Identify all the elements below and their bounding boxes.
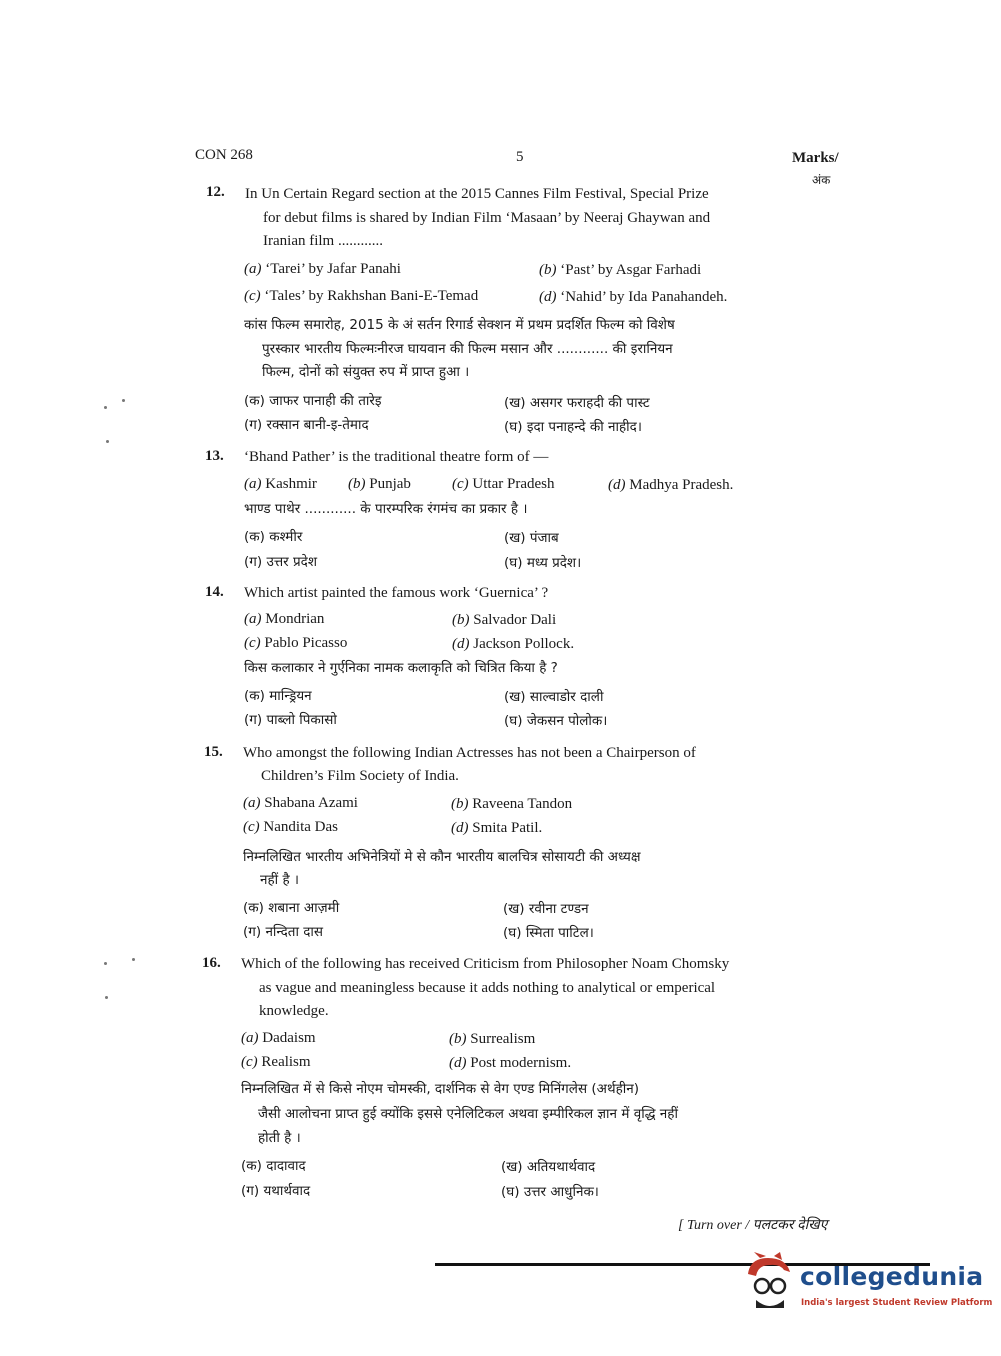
- hindi-option-ka: (क) जाफर पानाही की तारेइ: [244, 393, 382, 409]
- option-a: (a) Kashmir: [244, 476, 317, 492]
- option-b: (b) Punjab: [348, 476, 411, 492]
- option-a: (a) ‘Tarei’ by Jafar Panahi: [244, 261, 401, 277]
- scan-speck: [106, 440, 109, 443]
- hindi-text-line: निम्नलिखित में से किसे नोएम चोमस्की, दार्शनिक से वेग एण्ड मिनिंगलेस (अर्थहीन): [241, 1081, 639, 1097]
- hindi-text-line: भाण्ड पाथेर ............ के पारम्परिक रंगमंच का प्रकार है ।: [244, 501, 528, 517]
- hindi-text-line: निम्नलिखित भारतीय अभिनेत्रियों मे से कौन भारतीय बालचित्र सोसायटी की अध्यक्ष: [243, 849, 641, 865]
- question-text-line: Children’s Film Society of India.: [261, 768, 459, 784]
- hindi-option-gha: (घ) उत्तर आधुनिक।: [501, 1184, 599, 1200]
- turn-over-note: [ Turn over / पलटकर देखिए: [678, 1218, 828, 1233]
- hindi-option-kha: (ख) असगर फराहदी की पास्ट: [504, 395, 650, 411]
- option-c: (c) ‘Tales’ by Rakhshan Bani-E-Temad: [244, 288, 479, 304]
- hindi-text-line: जैसी आलोचना प्राप्त हुई क्योंकि इससे एनेलिटिकल अथवा इम्पीरिकल ज्ञान में वृद्धि नहीं: [258, 1106, 678, 1122]
- hindi-option-kha: (ख) रवीना टण्डन: [503, 901, 589, 917]
- question-text-line: knowledge.: [259, 1003, 329, 1019]
- hindi-option-ka: (क) मान्ड्रियन: [244, 688, 312, 704]
- scan-speck: [104, 406, 107, 409]
- hindi-text-line: पुरस्कार भारतीय फिल्मःनीरज घायवान की फिल्म मसान और ............ की इरानियन: [262, 341, 673, 357]
- option-c: (c) Realism: [241, 1054, 311, 1070]
- page-number: 5: [516, 149, 524, 165]
- hindi-option-ga: (ग) नन्दिता दास: [243, 924, 324, 940]
- option-d: (d) Madhya Pradesh.: [608, 477, 734, 493]
- hindi-option-ka: (क) दादावाद: [241, 1158, 306, 1174]
- brand-tagline: India's largest Student Review Platform: [801, 1298, 993, 1308]
- hindi-option-gha: (घ) जेकसन पोलोक।: [504, 713, 608, 729]
- hindi-option-gha: (घ) मध्य प्रदेश।: [504, 555, 582, 571]
- scan-speck: [104, 962, 107, 965]
- hindi-option-ga: (ग) पाब्लो पिकासो: [244, 712, 337, 728]
- hindi-option-kha: (ख) पंजाब: [504, 530, 559, 546]
- option-d: (d) Smita Patil.: [451, 820, 543, 836]
- question-text-line: Iranian film ............: [263, 233, 383, 249]
- question-number: 14.: [205, 584, 224, 600]
- option-a: (a) Mondrian: [244, 611, 325, 627]
- option-b: (b) Salvador Dali: [452, 612, 557, 628]
- option-d: (d) Jackson Pollock.: [452, 636, 575, 652]
- question-number: 15.: [204, 744, 223, 760]
- hindi-option-ga: (ग) उत्तर प्रदेश: [244, 554, 318, 570]
- option-b: (b) Surrealism: [449, 1031, 536, 1047]
- option-c: (c) Pablo Picasso: [244, 635, 348, 651]
- question-number: 12.: [206, 184, 225, 200]
- question-text-line: as vague and meaningless because it adds nothing to analytical or emperical: [259, 980, 716, 996]
- question-text-line: ‘Bhand Pather’ is the traditional theatre form of —: [244, 449, 549, 465]
- hindi-option-kha: (ख) साल्वाडोर दाली: [504, 689, 604, 705]
- option-c: (c) Uttar Pradesh: [452, 476, 555, 492]
- question-text-line: for debut films is shared by Indian Film ‘Masaan’ by Neeraj Ghaywan and: [263, 210, 711, 226]
- collegedunia-logo-icon: [740, 1252, 800, 1312]
- hindi-option-ka: (क) शबाना आज़मी: [243, 900, 340, 916]
- hindi-option-ka: (क) कश्मीर: [244, 529, 303, 545]
- marks-label: Marks/: [792, 150, 839, 166]
- question-text-line: Which of the following has received Criticism from Philosopher Noam Chomsky: [241, 956, 730, 972]
- option-d: (d) Post modernism.: [449, 1055, 572, 1071]
- hindi-option-gha: (घ) स्मिता पाटिल।: [503, 925, 594, 941]
- option-a: (a) Shabana Azami: [243, 795, 358, 811]
- hindi-text-line: होती है ।: [258, 1130, 301, 1146]
- brand-name: collegedunia: [800, 1262, 984, 1291]
- question-number: 16.: [202, 955, 221, 971]
- hindi-text-line: किस कलाकार ने गुर्एनिका नामक कलाकृति को चित्रित किया है ?: [244, 660, 558, 676]
- scan-speck: [132, 958, 135, 961]
- hindi-option-gha: (घ) इदा पनाहन्दे की नाहीद।: [504, 419, 642, 435]
- question-text-line: In Un Certain Regard section at the 2015 Cannes Film Festival, Special Prize: [245, 186, 709, 202]
- hindi-option-ga: (ग) यथार्थवाद: [241, 1183, 311, 1199]
- option-b: (b) Raveena Tandon: [451, 796, 573, 812]
- question-number: 13.: [205, 448, 224, 464]
- option-c: (c) Nandita Das: [243, 819, 338, 835]
- hindi-option-ga: (ग) रक्सान बानी-इ-तेमाद: [244, 417, 369, 433]
- hindi-text-line: नहीं है ।: [260, 872, 300, 888]
- option-a: (a) Dadaism: [241, 1030, 316, 1046]
- hindi-option-kha: (ख) अतियथार्थवाद: [501, 1159, 596, 1175]
- hindi-text-line: कांस फिल्म समारोह, 2015 के अं सर्तन रिगार्ड सेक्शन में प्रथम प्रदर्शित फिल्म को विशेष: [244, 317, 675, 333]
- scan-speck: [105, 996, 108, 999]
- question-text-line: Who amongst the following Indian Actresses has not been a Chairperson of: [243, 745, 696, 761]
- option-b: (b) ‘Past’ by Asgar Farhadi: [539, 262, 702, 278]
- marks-label-hindi: अंक: [812, 173, 831, 187]
- paper-code: CON 268: [195, 147, 253, 163]
- scan-speck: [122, 399, 125, 402]
- hindi-text-line: फिल्म, दोनों को संयुक्त रुप में प्राप्त हुआ ।: [262, 364, 470, 380]
- option-d: (d) ‘Nahid’ by Ida Panahandeh.: [539, 289, 728, 305]
- question-text-line: Which artist painted the famous work ‘Guernica’ ?: [244, 585, 549, 601]
